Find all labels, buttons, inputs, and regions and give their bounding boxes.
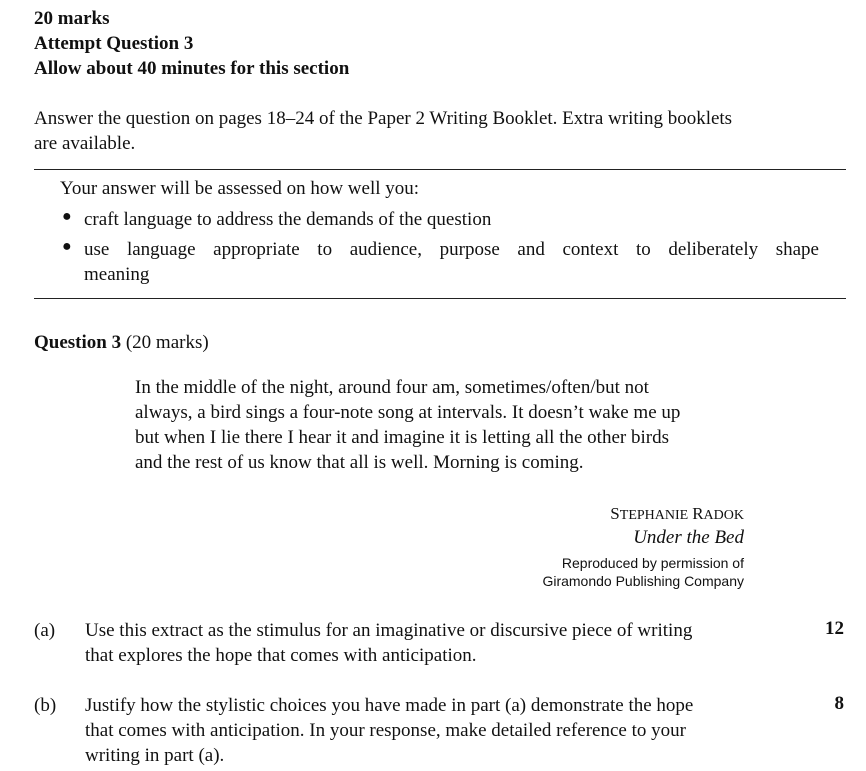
part-b-label: (b) — [34, 695, 57, 716]
bullet-icon: ● — [62, 208, 72, 225]
instructions-line-1: Answer the question on pages 18–24 of the Paper 2 Writing Booklet. Extra writing booklets — [34, 108, 733, 129]
bullet-icon: ● — [62, 238, 72, 255]
assessment-intro: Your answer will be assessed on how well you: — [60, 178, 420, 199]
assessment-criterion-1: craft language to address the demands of the question — [84, 209, 492, 230]
extract-line-4: and the rest of us know that all is well. Morning is coming. — [135, 452, 584, 473]
part-a-marks: 12 — [825, 618, 844, 639]
question-title — [34, 330, 209, 355]
top-divider — [34, 169, 846, 170]
question-marks: (20 marks) — [125, 332, 209, 353]
part-a-text-1: Use this extract as the stimulus for an imaginative or discursive piece of writing — [85, 620, 693, 641]
part-b-text-1: Justify how the stylistic choices you have made in part (a) demonstrate the hope — [85, 695, 694, 716]
part-b-text-3: writing in part (a). — [85, 745, 225, 766]
part-b-text-2: that comes with anticipation. In your response, make detailed reference to your — [85, 720, 686, 741]
permission-line-1: Reproduced by permission of — [561, 555, 744, 571]
extract-line-2: always, a bird sings a four-note song at intervals. It doesn’t wake me up — [135, 402, 681, 423]
extract-work-title: Under the Bed — [633, 527, 744, 548]
part-b-marks: 8 — [834, 693, 844, 714]
attempt-heading: Attempt Question 3 — [34, 33, 194, 54]
assessment-criterion-2: use language appropriate to audience, purpose and context to deliberately shape — [84, 239, 819, 260]
bottom-divider — [34, 298, 846, 299]
permission-line-2: Giramondo Publishing Company — [542, 573, 744, 589]
extract-line-3: but when I lie there I hear it and imagine it is letting all the other birds — [135, 427, 669, 448]
section-marks: 20 marks — [34, 8, 110, 29]
instructions-line-2: are available. — [34, 133, 136, 154]
extract-line-1: In the middle of the night, around four am, sometimes/often/but not — [135, 377, 649, 398]
part-a-text-2: that explores the hope that comes with anticipation. — [85, 645, 477, 666]
time-allowance: Allow about 40 minutes for this section — [34, 58, 350, 79]
part-a-label: (a) — [34, 620, 56, 641]
assessment-criterion-2-cont: meaning — [84, 264, 150, 285]
question-number: Question 3 — [34, 332, 122, 353]
extract-author: STEPHANIE RADOK — [610, 504, 744, 523]
